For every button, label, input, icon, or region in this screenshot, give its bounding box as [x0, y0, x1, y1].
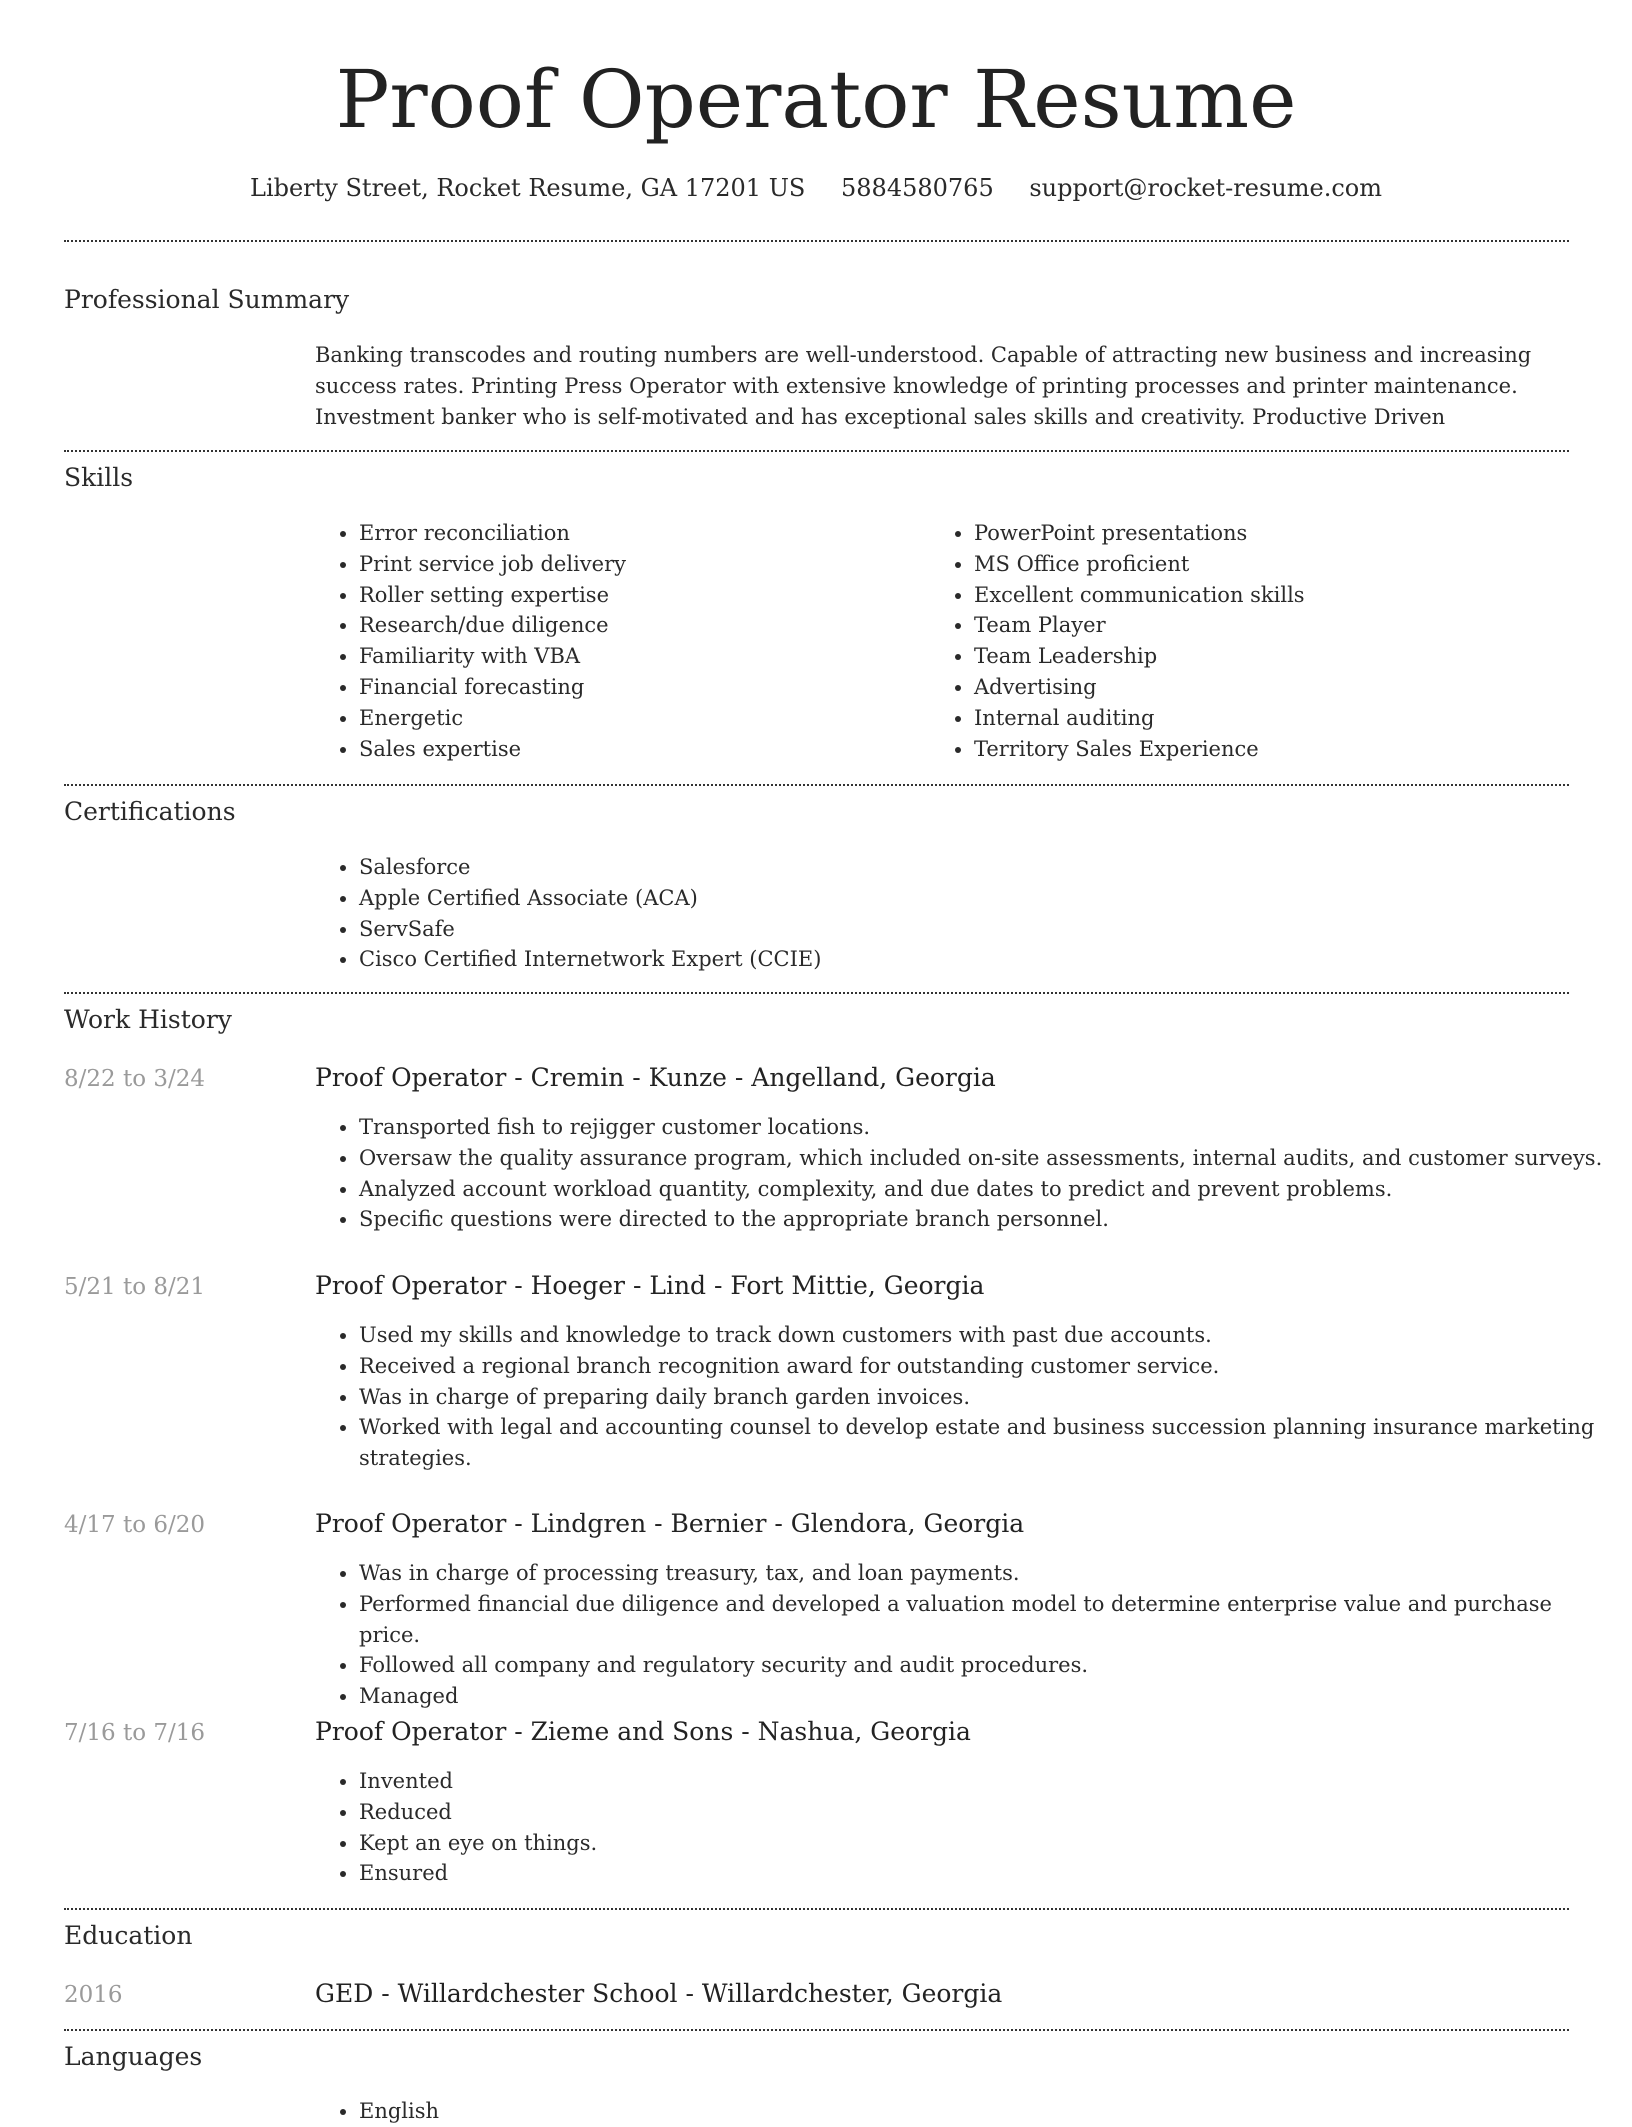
- list-item: • Cisco Certified Internetwork Expert (CCIE): [359, 944, 821, 975]
- summary-text: Banking transcodes and routing numbers are well-understood. Capable of attracting new business and increasing success rates. Printing Press Operator with extensive knowledge of printing processes and printer maintenance. Investment banker who is self-motivated and has exceptional sales skills and creativity. Productive Driven: [315, 343, 1532, 429]
- list-item: • Roller setting expertise: [359, 580, 626, 611]
- list-item: • Reduced: [359, 1797, 1609, 1828]
- divider: [64, 2029, 1569, 2031]
- list-item: • Invented: [359, 1766, 1609, 1797]
- contact-line: [0, 168, 1632, 208]
- languages-list: [315, 2096, 439, 2127]
- certifications-heading: Certifications: [64, 797, 236, 826]
- job-bullets: [315, 1558, 1609, 1712]
- work-heading: Work History: [64, 1005, 232, 1034]
- list-item: • Analyzed account workload quantity, complexity, and due dates to predict and prevent problems.: [359, 1174, 1609, 1205]
- resume-title: Proof Operator Resume: [335, 53, 1297, 146]
- divider: [64, 992, 1569, 994]
- summary-heading: Professional Summary: [64, 285, 350, 314]
- list-item: • Territory Sales Experience: [974, 734, 1305, 765]
- list-item: • Error reconciliation: [359, 518, 626, 549]
- list-item: • Followed all company and regulatory security and audit procedures.: [359, 1650, 1609, 1681]
- list-item: • English: [359, 2096, 439, 2127]
- list-item: • Oversaw the quality assurance program, which included on-site assessments, internal audits, and customer surveys.: [359, 1143, 1609, 1174]
- list-item: • Specific questions were directed to the appropriate branch personnel.: [359, 1204, 1609, 1235]
- education-year: 2016: [64, 1982, 123, 2008]
- list-item: • Was in charge of processing treasury, tax, and loan payments.: [359, 1558, 1609, 1589]
- list-item: • Familiarity with VBA: [359, 641, 626, 672]
- contact-address: Liberty Street, Rocket Resume, GA 17201 US: [250, 174, 806, 202]
- job-title: Proof Operator - Hoeger - Lind - Fort Mittie, Georgia: [315, 1271, 985, 1300]
- job-title: Proof Operator - Lindgren - Bernier - Glendora, Georgia: [315, 1509, 1025, 1538]
- list-item: • Research/due diligence: [359, 610, 626, 641]
- contact-email: support@rocket-resume.com: [1029, 174, 1382, 202]
- list-item: • Team Player: [974, 610, 1305, 641]
- education-entry: GED - Willardchester School - Willardchester, Georgia: [315, 1979, 1003, 2008]
- list-item: • PowerPoint presentations: [974, 518, 1305, 549]
- list-item: • Financial forecasting: [359, 672, 626, 703]
- list-item: • Apple Certified Associate (ACA): [359, 883, 821, 914]
- contact-phone: 5884580765: [841, 174, 994, 202]
- list-item: • Internal auditing: [974, 703, 1305, 734]
- skills-heading: Skills: [64, 463, 134, 492]
- list-item: • Salesforce: [359, 852, 821, 883]
- list-item: • Received a regional branch recognition award for outstanding customer service.: [359, 1351, 1609, 1382]
- list-item: • Was in charge of preparing daily branch garden invoices.: [359, 1382, 1609, 1413]
- list-item: • Team Leadership: [974, 641, 1305, 672]
- skills-list-right: [930, 518, 1305, 764]
- divider: [64, 450, 1569, 452]
- list-item: • Worked with legal and accounting counsel to develop estate and business succession planning insurance marketing strategies.: [359, 1412, 1609, 1474]
- list-item: • Managed: [359, 1681, 1609, 1712]
- job-dates: 5/21 to 8/21: [64, 1274, 206, 1300]
- list-item: • Ensured: [359, 1858, 1609, 1889]
- certifications-list: [315, 852, 821, 975]
- skills-list-left: [315, 518, 626, 764]
- list-item: • Excellent communication skills: [974, 580, 1305, 611]
- list-item: • Advertising: [974, 672, 1305, 703]
- job-title: Proof Operator - Zieme and Sons - Nashua, Georgia: [315, 1717, 971, 1746]
- list-item: • MS Office proficient: [974, 549, 1305, 580]
- list-item: • Kept an eye on things.: [359, 1828, 1609, 1859]
- job-bullets: [315, 1766, 1609, 1889]
- divider: [64, 240, 1569, 242]
- list-item: • Performed financial due diligence and developed a valuation model to determine enterprise value and purchase price.: [359, 1589, 1609, 1651]
- list-item: • ServSafe: [359, 914, 821, 945]
- list-item: • Used my skills and knowledge to track down customers with past due accounts.: [359, 1320, 1609, 1351]
- languages-heading: Languages: [64, 2042, 203, 2071]
- job-dates: 7/16 to 7/16: [64, 1720, 206, 1746]
- job-dates: 4/17 to 6/20: [64, 1512, 206, 1538]
- list-item: • Print service job delivery: [359, 549, 626, 580]
- list-item: • Sales expertise: [359, 734, 626, 765]
- education-heading: Education: [64, 1921, 193, 1950]
- list-item: • Energetic: [359, 703, 626, 734]
- list-item: • Transported fish to rejigger customer locations.: [359, 1112, 1609, 1143]
- job-bullets: [315, 1320, 1609, 1474]
- job-dates: 8/22 to 3/24: [64, 1066, 206, 1092]
- job-bullets: [315, 1112, 1609, 1235]
- job-title: Proof Operator - Cremin - Kunze - Angelland, Georgia: [315, 1063, 996, 1092]
- divider: [64, 1908, 1569, 1910]
- divider: [64, 784, 1569, 786]
